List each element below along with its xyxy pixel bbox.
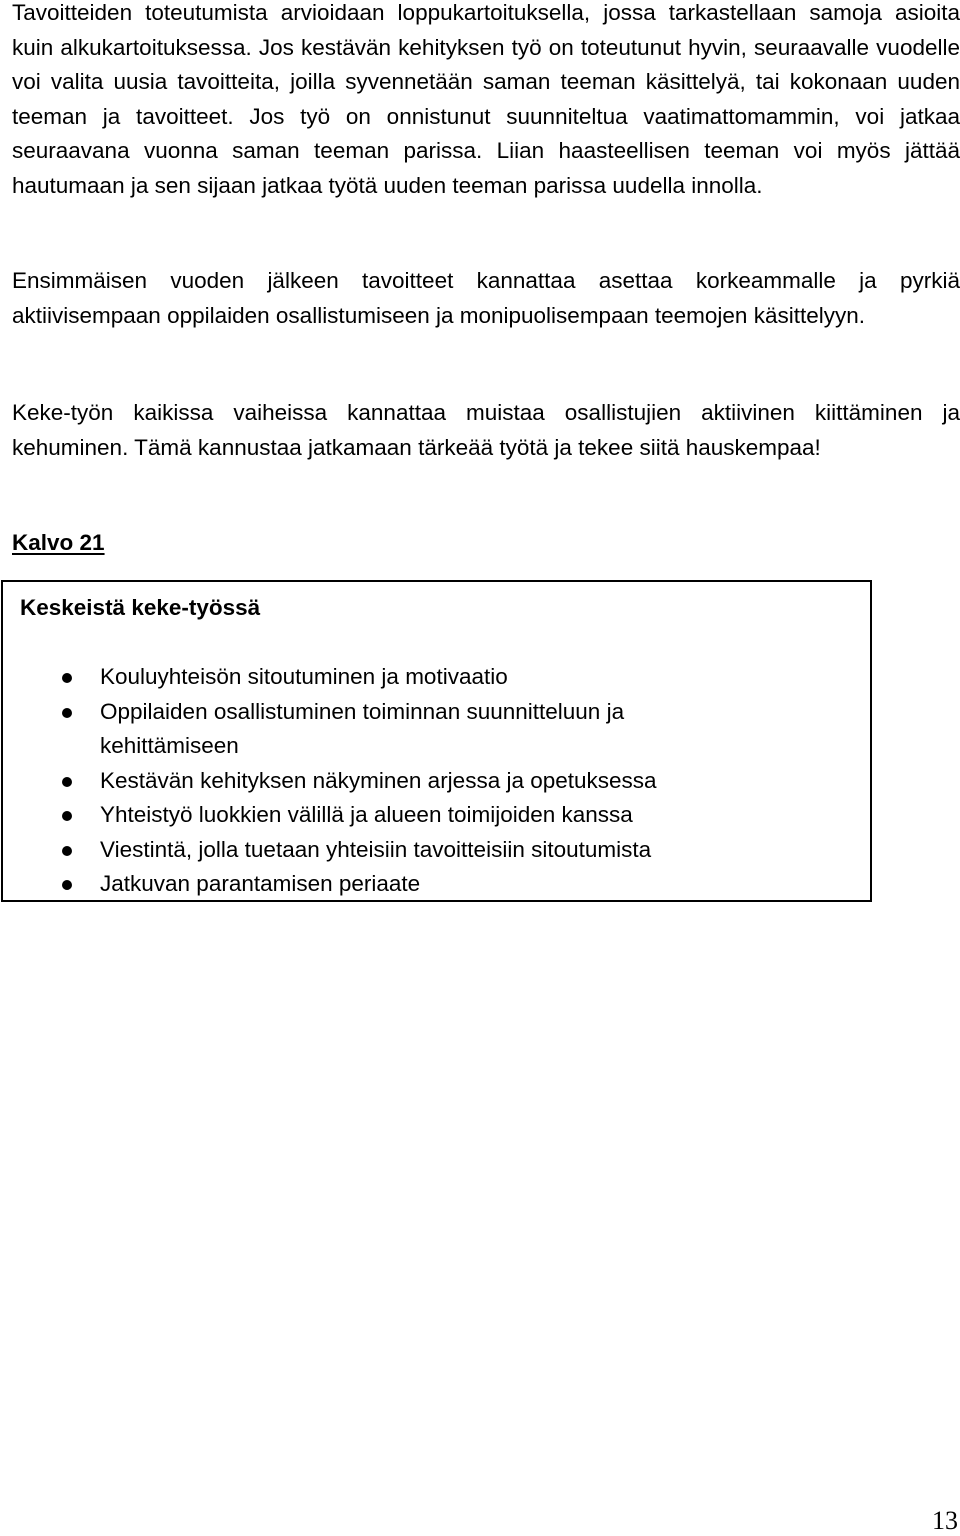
bullet-text: Oppilaiden osallistuminen toiminnan suunnitteluun ja bbox=[100, 698, 625, 724]
text-line: Ensimmäisen vuoden jälkeen tavoitteet kannattaa asettaa korkeammalle ja pyrkiä bbox=[12, 268, 960, 293]
bullet-text: Kestävän kehityksen näkyminen arjessa ja opetuksessa bbox=[100, 767, 657, 793]
bullet-text: Viestintä, jolla tuetaan yhteisiin tavoitteisiin sitoutumista bbox=[100, 836, 652, 862]
slide-box bbox=[1, 580, 872, 902]
bullet-item bbox=[3, 798, 803, 833]
bullet-dot-icon bbox=[62, 846, 72, 856]
bullet-list bbox=[3, 660, 803, 902]
text-line: suunniteltua vaatimattomammin, voi jatkaa seuraavana vuonna saman teeman bbox=[12, 103, 960, 163]
bullet-dot-icon bbox=[62, 777, 72, 787]
text-line: aktiivisempaan oppilaiden osallistumiseen ja monipuolisempaan teemojen bbox=[12, 302, 748, 328]
bullet-text: Kouluyhteisön sitoutuminen ja motivaatio bbox=[100, 664, 508, 689]
text-line: käsittelyyn. bbox=[753, 302, 865, 328]
text-line: Tavoitteiden toteutumista arvioidaan loppukartoituksella, jossa tarkastellaan samoja bbox=[12, 0, 882, 25]
paragraph-praise bbox=[12, 396, 960, 465]
paragraph-goals bbox=[12, 264, 960, 333]
slide-box-title: Keskeistä keke-työssä bbox=[20, 595, 261, 620]
text-line: Keke-työn kaikissa vaiheissa kannattaa muistaa osallistujien aktiivinen kiittäminen ja bbox=[12, 400, 960, 425]
bullet-item bbox=[3, 695, 803, 764]
bullet-item bbox=[3, 867, 803, 902]
paragraph-evaluation bbox=[12, 0, 960, 203]
bullet-dot-icon bbox=[62, 880, 72, 890]
text-line: kehuminen. Tämä kannustaa jatkamaan tärkeää työtä ja tekee siitä hauskempaa! bbox=[12, 434, 821, 460]
text-line: seuraavalle vuodelle voi valita uusia tavoitteita, joilla syvennetään saman teeman bbox=[12, 34, 960, 94]
bullet-text: kehittämiseen bbox=[100, 733, 239, 758]
bullet-item bbox=[3, 833, 803, 868]
page-number: 13 bbox=[932, 1506, 958, 1535]
bullet-dot-icon bbox=[62, 708, 72, 718]
text-line: parissa. Liian haasteellisen teeman voi myös jättää hautumaan ja sen sijaan jatkaa bbox=[12, 138, 960, 198]
text-line: asioita kuin alkukartoituksessa. Jos kestävän kehityksen työ on toteutunut hyvin, bbox=[12, 0, 960, 60]
text-line: käsittelyä, tai kokonaan uuden teeman ja tavoitteet. Jos työ on onnistunut bbox=[12, 69, 960, 129]
bullet-text: Jatkuvan parantamisen periaate bbox=[100, 871, 421, 896]
bullet-dot-icon bbox=[62, 811, 72, 821]
text-line: työtä uuden teeman parissa uudella innolla. bbox=[328, 172, 763, 198]
bullet-item bbox=[3, 764, 803, 799]
bullet-dot-icon bbox=[62, 673, 72, 683]
bullet-text: Yhteistyö luokkien välillä ja alueen toimijoiden kanssa bbox=[100, 802, 633, 827]
slide-heading: Kalvo 21 bbox=[12, 530, 105, 555]
bullet-item bbox=[3, 660, 803, 695]
